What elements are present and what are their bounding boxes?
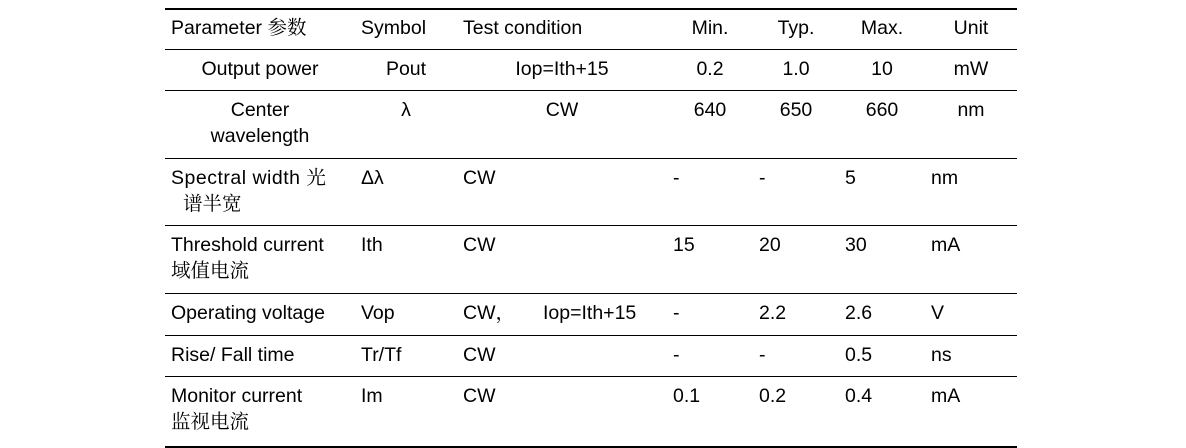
cell-parameter — [165, 377, 355, 447]
cell-symbol: Im — [355, 377, 457, 447]
parameter-label-line2: 监视电流 — [171, 411, 250, 434]
cell-symbol: Pout — [355, 49, 457, 91]
cell-test-condition — [457, 293, 667, 335]
cell-min: - — [667, 158, 753, 225]
table-body — [165, 49, 1017, 447]
cell-max: 0.5 — [839, 335, 925, 377]
cell-max: 0.4 — [839, 377, 925, 447]
parameter-label: Spectral width 光 — [171, 166, 327, 189]
cell-unit: ns — [925, 335, 1017, 377]
column-header-typ: Typ. — [753, 9, 839, 49]
parameter-label-line2: 域值电流 — [171, 260, 250, 283]
parameter-label: Threshold current — [171, 234, 324, 257]
parameter-label: Operating voltage — [171, 301, 325, 324]
cell-unit: nm — [925, 91, 1017, 158]
cell-test-condition: CW — [457, 91, 667, 158]
column-header-unit: Unit — [925, 9, 1017, 49]
parameter-label: Output power — [201, 57, 319, 80]
cell-parameter — [165, 49, 355, 91]
column-header-max: Max. — [839, 9, 925, 49]
cell-test-condition: CW — [457, 158, 667, 225]
cell-max: 5 — [839, 158, 925, 225]
table-row — [165, 293, 1017, 335]
cell-parameter — [165, 293, 355, 335]
cell-parameter — [165, 158, 355, 225]
spec-table-wrapper — [165, 8, 1017, 448]
cell-test-condition: Iop=Ith+15 — [457, 49, 667, 91]
cell-unit: mA — [925, 226, 1017, 293]
cell-typ: 1.0 — [753, 49, 839, 91]
cell-test-condition: CW — [457, 226, 667, 293]
cell-typ: - — [753, 335, 839, 377]
table-row — [165, 91, 1017, 158]
cell-unit: mA — [925, 377, 1017, 447]
parameter-label: Center — [230, 99, 290, 122]
cell-max: 30 — [839, 226, 925, 293]
cell-min: 0.1 — [667, 377, 753, 447]
cell-typ: 20 — [753, 226, 839, 293]
table-row — [165, 377, 1017, 447]
column-header-parameter: Parameter 参数 — [165, 9, 355, 49]
cell-typ: 2.2 — [753, 293, 839, 335]
cell-parameter — [165, 335, 355, 377]
cell-symbol: Δλ — [355, 158, 457, 225]
column-header-test-condition: Test condition — [457, 9, 667, 49]
cell-unit: nm — [925, 158, 1017, 225]
cell-min: - — [667, 293, 753, 335]
cell-symbol: Ith — [355, 226, 457, 293]
cell-unit: V — [925, 293, 1017, 335]
parameter-label-line2: 谱半宽 — [183, 192, 242, 215]
column-header-min: Min. — [667, 9, 753, 49]
cell-test-condition: CW — [457, 377, 667, 447]
condition-primary: CW， — [463, 301, 515, 324]
table-header — [165, 9, 1017, 49]
cell-min: 15 — [667, 226, 753, 293]
cell-symbol: Tr/Tf — [355, 335, 457, 377]
column-header-symbol: Symbol — [355, 9, 457, 49]
cell-unit: mW — [925, 49, 1017, 91]
cell-test-condition: CW — [457, 335, 667, 377]
cell-symbol: Vop — [355, 293, 457, 335]
condition-secondary: Iop=Ith+15 — [543, 301, 637, 324]
cell-max: 660 — [839, 91, 925, 158]
table-row — [165, 49, 1017, 91]
cell-typ: 650 — [753, 91, 839, 158]
parameter-label: Rise/ Fall time — [171, 343, 295, 366]
specification-table — [165, 8, 1017, 448]
cell-typ: - — [753, 158, 839, 225]
cell-parameter — [165, 226, 355, 293]
cell-min: 0.2 — [667, 49, 753, 91]
table-row — [165, 158, 1017, 225]
table-row — [165, 335, 1017, 377]
table-row — [165, 226, 1017, 293]
parameter-label-line2: wavelength — [210, 125, 310, 148]
cell-parameter — [165, 91, 355, 158]
cell-max: 10 — [839, 49, 925, 91]
parameter-label: Monitor current — [171, 385, 303, 408]
cell-min: 640 — [667, 91, 753, 158]
cell-max: 2.6 — [839, 293, 925, 335]
table-header-row — [165, 9, 1017, 49]
cell-min: - — [667, 335, 753, 377]
cell-typ: 0.2 — [753, 377, 839, 447]
cell-symbol: λ — [355, 91, 457, 158]
